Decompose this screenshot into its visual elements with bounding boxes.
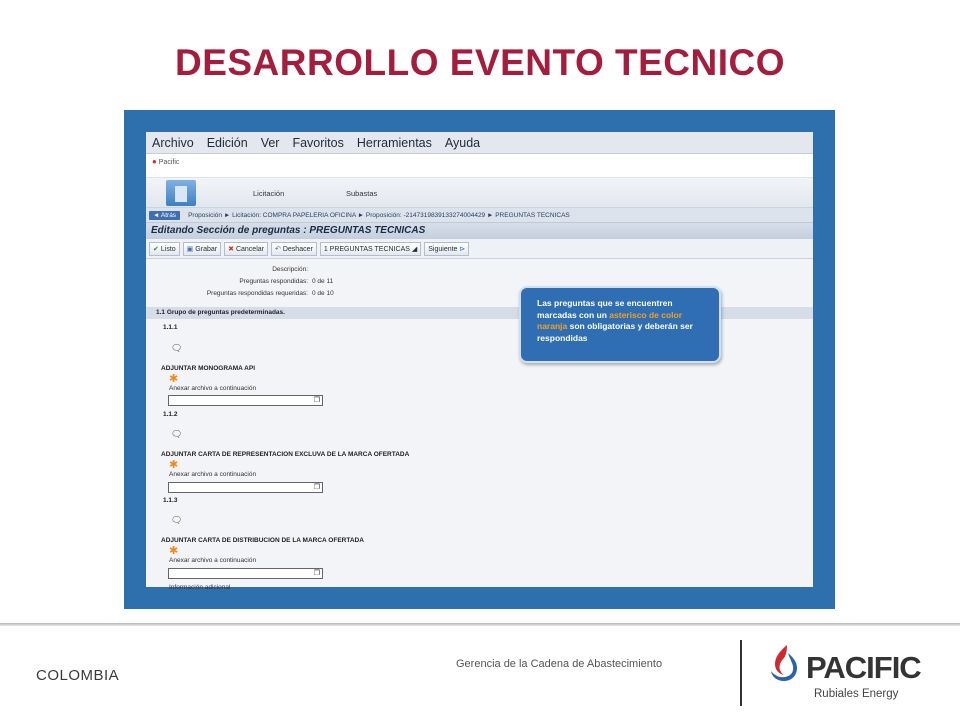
question-number: 1.1.2 (163, 411, 178, 418)
menu-herramientas[interactable]: Herramientas (356, 135, 432, 150)
requeridas-label: Preguntas respondidas requeridas: (206, 290, 308, 297)
logo-drop-icon: ● (152, 157, 157, 166)
logo-word: PACIFIC (806, 650, 921, 685)
preguntas-dropdown[interactable]: 1 PREGUNTAS TECNICAS ◢ (320, 242, 421, 256)
question-title: ADJUNTAR CARTA DE REPRESENTACION EXCLUVA DE LA MARCA OFERTADA (161, 451, 410, 458)
dropdown-arrow-icon: ◢ (411, 245, 418, 253)
logo-subtitle: Rubiales Energy (814, 688, 899, 700)
browse-icon[interactable]: ❐ (313, 397, 320, 404)
app-header (146, 154, 813, 178)
footer-vertical-divider (740, 640, 742, 706)
browser-window (146, 132, 813, 591)
cancelar-button[interactable]: ✖ Cancelar (224, 242, 268, 256)
file-upload-input[interactable] (168, 395, 323, 406)
next-icon: ⊳ (459, 245, 466, 253)
help-callout: Las preguntas que se encuentren marcadas con un asterisco de color naranja son obligatorias y deberán ser respondidas (519, 286, 721, 363)
menu-archivo[interactable]: Archivo (152, 135, 194, 150)
menu-ayuda[interactable]: Ayuda (444, 135, 481, 150)
undo-icon: ↶ (274, 245, 281, 253)
check-icon: ✔ (153, 245, 159, 253)
app-logo: ● Pacific (152, 157, 180, 166)
section-title: Editando Sección de preguntas : PREGUNTAS TECNICAS (146, 223, 813, 239)
additional-info-label: Información adicional (169, 584, 231, 591)
descripcion-label: Descripción: (272, 266, 308, 273)
breadcrumb (146, 208, 813, 223)
cancel-icon: ✖ (228, 245, 234, 253)
file-upload-input[interactable] (168, 568, 323, 579)
screenshot-frame (124, 110, 835, 609)
menu-favoritos[interactable]: Favoritos (292, 135, 344, 150)
question-number: 1.1.3 (163, 497, 178, 504)
pacific-drop-logo-icon (766, 643, 804, 685)
tab-licitacion[interactable]: Licitación (253, 189, 285, 198)
required-asterisk-icon: ✱ (169, 373, 179, 385)
respondidas-value: 0 de 11 (312, 278, 334, 285)
save-icon: ▣ (186, 245, 194, 253)
browser-menubar (146, 132, 813, 154)
siguiente-button[interactable]: Siguiente ⊳ (424, 242, 469, 256)
breadcrumb-path[interactable]: Proposición ► Licitación: COMPRA PAPELERIA OFICINA ► Proposición: -2147319839133274004429 ► PREGUNTAS TECNICAS (188, 211, 570, 219)
tab-subastas[interactable]: Subastas (346, 189, 378, 198)
grabar-button[interactable]: ▣ Grabar (183, 242, 221, 256)
requeridas-value: 0 de 10 (312, 290, 334, 297)
toolbar (146, 239, 813, 259)
question-number: 1.1.1 (163, 324, 178, 331)
browse-icon[interactable]: ❐ (313, 570, 320, 577)
listo-button[interactable]: ✔ Listo (149, 242, 180, 256)
app-nav (146, 178, 813, 208)
file-upload-input[interactable] (168, 482, 323, 493)
deshacer-button[interactable]: ↶ Deshacer (271, 242, 317, 256)
question-title: ADJUNTAR MONOGRAMA API (161, 365, 256, 372)
question-title: ADJUNTAR CARTA DE DISTRIBUCION DE LA MARCA OFERTADA (161, 537, 364, 544)
respondidas-label: Preguntas respondidas: (239, 278, 308, 285)
required-asterisk-icon: ✱ (169, 459, 179, 471)
browse-icon[interactable]: ❐ (313, 484, 320, 491)
tooltip-highlight: asterisco de color naranja (537, 309, 683, 331)
group-header: 1.1 Grupo de preguntas predeterminadas. (146, 307, 813, 319)
back-button[interactable]: ◄ Atrás (149, 211, 180, 220)
comment-icon[interactable]: 🗨 (171, 343, 183, 353)
footer-department: Gerencia de la Cadena de Abastecimiento (456, 658, 663, 670)
comment-icon[interactable]: 🗨 (171, 515, 183, 525)
footer-divider (0, 623, 960, 626)
comment-icon[interactable]: 🗨 (171, 429, 183, 439)
question-instruction: Anexar archivo a continuación (169, 557, 257, 564)
question-instruction: Anexar archivo a continuación (169, 385, 257, 392)
question-instruction: Anexar archivo a continuación (169, 471, 257, 478)
building-icon (166, 180, 196, 206)
footer-country: COLOMBIA (36, 667, 120, 684)
required-asterisk-icon: ✱ (169, 545, 179, 557)
slide-title: DESARROLLO EVENTO TECNICO (174, 42, 786, 83)
menu-edicion[interactable]: Edición (206, 135, 248, 150)
menu-ver[interactable]: Ver (260, 135, 280, 150)
